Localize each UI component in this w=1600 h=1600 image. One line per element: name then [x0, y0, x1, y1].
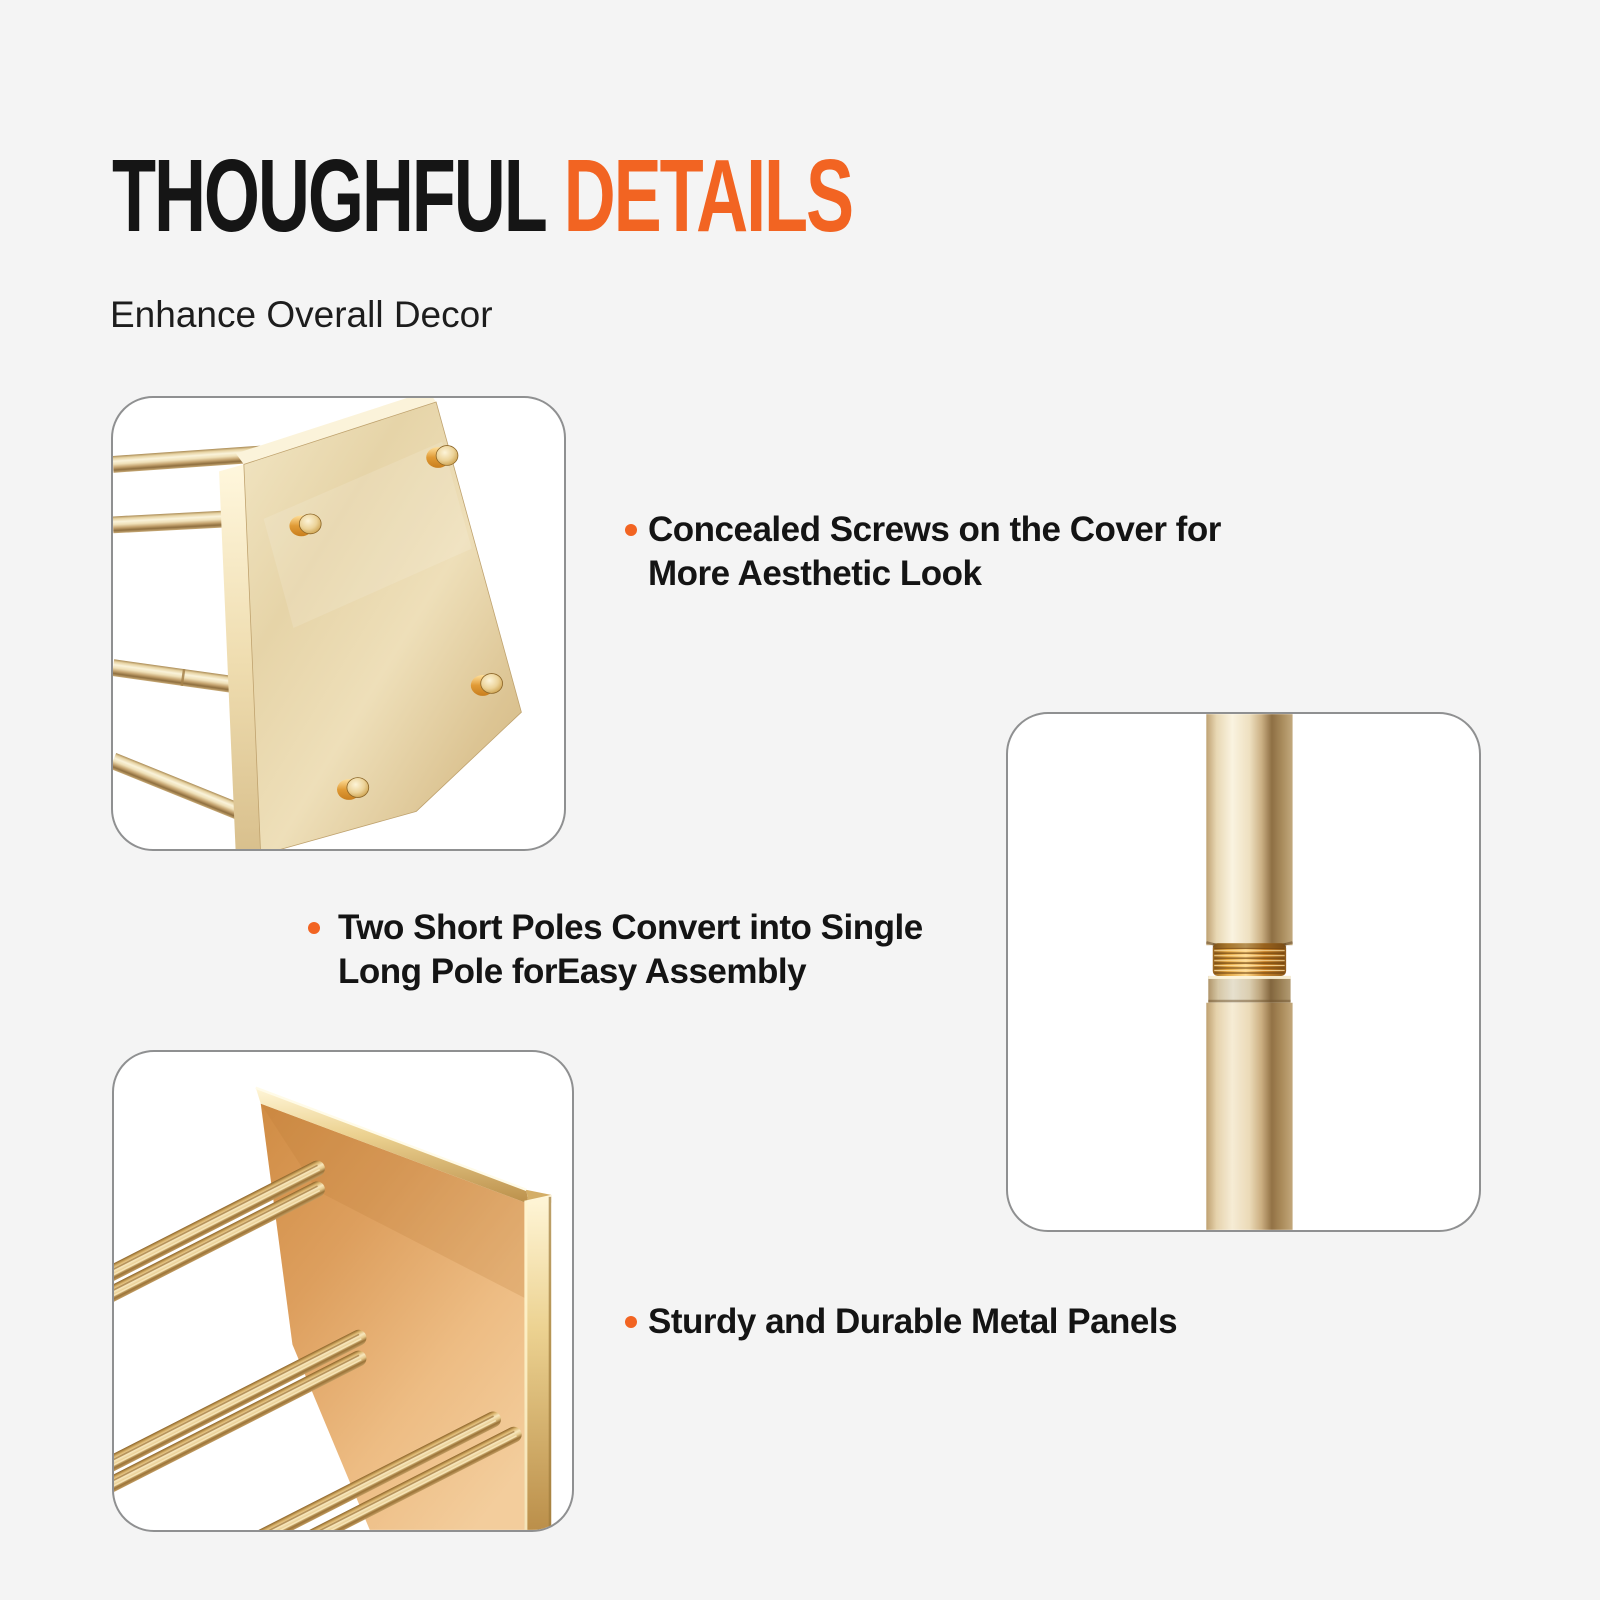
- feature-line: More Aesthetic Look: [648, 554, 982, 593]
- title-part-black: THOUGHFUL: [112, 138, 546, 253]
- bullet-dot: [625, 524, 637, 536]
- feature-line: Long Pole forEasy Assembly: [338, 952, 807, 991]
- threaded-connector: [1208, 943, 1290, 1002]
- feature-line: Sturdy and Durable Metal Panels: [648, 1302, 1178, 1341]
- metal-panel-photo: [114, 1052, 572, 1530]
- photo-card-pole-connector: [1006, 712, 1481, 1232]
- feature-metal-panels: [625, 1300, 1177, 1344]
- title-space: [546, 138, 564, 253]
- pole-connector-photo: [1008, 714, 1479, 1230]
- feature-two-short-poles: [308, 906, 923, 994]
- page-title: [112, 138, 852, 253]
- page-subtitle: Enhance Overall Decor: [110, 294, 493, 335]
- title-part-orange: DETAILS: [563, 138, 852, 253]
- cover-plate: [219, 398, 521, 849]
- feature-text: [338, 906, 923, 994]
- feature-text: [648, 1300, 1177, 1344]
- bullet-dot: [308, 922, 320, 934]
- photo-card-cover-plate: [111, 396, 566, 851]
- bullet-dot: [625, 1316, 637, 1328]
- feature-text: [648, 508, 1221, 596]
- upper-pole: [1206, 714, 1292, 949]
- cover-plate-photo: [113, 398, 564, 849]
- feature-concealed-screws: [625, 508, 1221, 596]
- photo-card-metal-panel: [112, 1050, 574, 1532]
- feature-line: Two Short Poles Convert into Single: [338, 908, 923, 947]
- lower-pole: [1206, 1003, 1292, 1230]
- feature-line: Concealed Screws on the Cover for: [648, 510, 1221, 549]
